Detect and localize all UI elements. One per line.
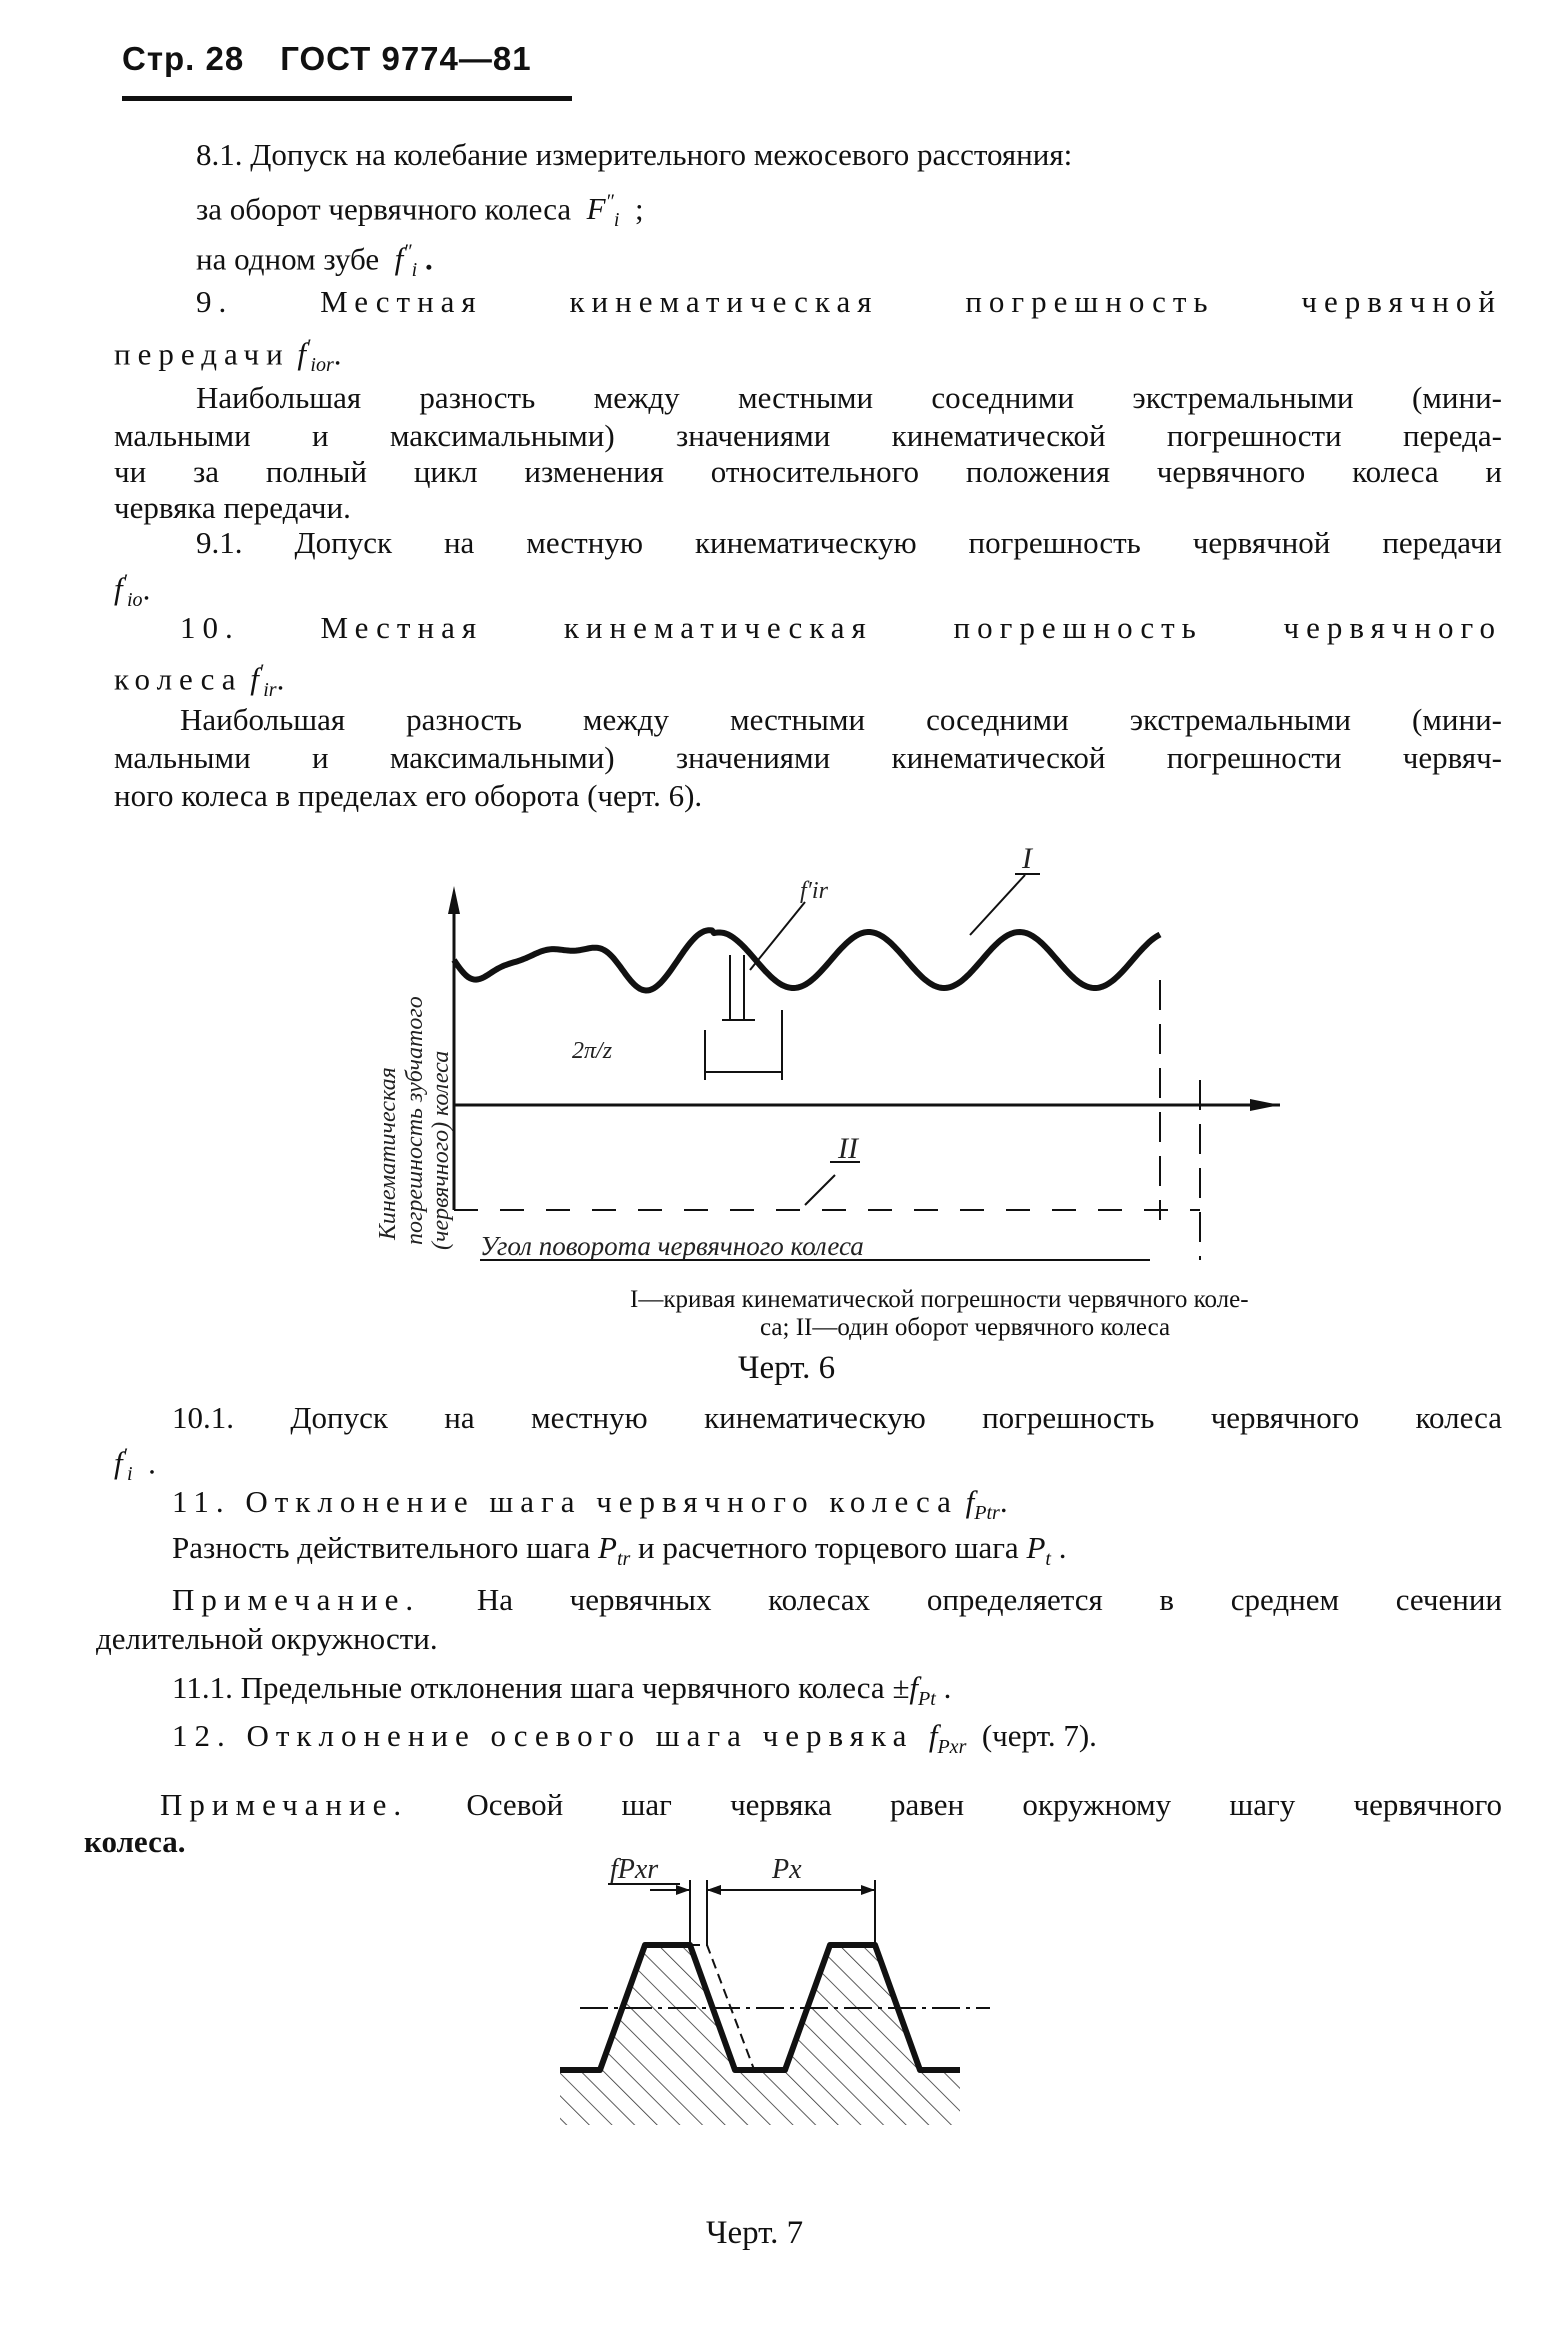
paragraph-9-body-4: червяка передачи.: [114, 490, 351, 525]
revolution-marker-leader: [805, 1175, 835, 1205]
y-axis-arrow: [448, 886, 460, 914]
page-header: [122, 40, 592, 78]
pitch-arrow-1: [707, 1885, 721, 1895]
page-number: Стр. 28: [122, 40, 245, 77]
paragraph-9-body-3: чи за полный цикл изменения относительного положения червячного колеса и: [114, 454, 1502, 489]
tooth-hatching: [560, 1920, 960, 2130]
paragraph-8-1: 8.1. Допуск на колебание измерительного межосевого расстояния:: [196, 137, 1073, 172]
paragraph-9-1: 9.1. Допуск на местную кинематическую погрешность червячной передачи: [196, 525, 1502, 560]
paragraph-11-body: Разность действительного шага $P_{tr}$ и расчетного торцевого шага $P_t$ .: [172, 1530, 1067, 1571]
curve-marker: I: [1022, 842, 1032, 875]
deviation-label: fPxr: [610, 1854, 659, 1885]
paragraph-10-body-1: Наибольшая разность между местными соседними экстремальными (мини-: [180, 702, 1502, 737]
y-axis-label-3: (червячного) колеса: [428, 1050, 454, 1250]
figure-6-caption-1: I—кривая кинематической погрешности червячного коле-: [630, 1286, 1249, 1313]
x-axis-arrow: [1250, 1099, 1280, 1111]
kinematic-error-curve: [454, 930, 1160, 990]
paragraph-8-1-b: на одном зубе $f''_i$ .: [196, 241, 433, 282]
paragraph-9-title: 9. Местная кинематическая погрешность червячной: [196, 284, 1502, 319]
standard-code: ГОСТ 9774—81: [280, 40, 532, 77]
curve-marker-leader: [970, 875, 1025, 935]
figure-7-diagram: [550, 1854, 1010, 2140]
paragraph-9-1-sym: $f'_{io}$.: [114, 571, 151, 612]
paragraph-12-title: 12. Отклонение осевого шага червяка $f_{Pxr}$ (черт. 7).: [172, 1718, 1097, 1759]
paragraph-10-body-2: мальными и максимальными) значениями кинематической погрешности червяч-: [114, 740, 1502, 775]
note-label: Примечание.: [160, 1787, 409, 1822]
figure-6-chart: [360, 840, 1280, 1280]
paragraph-10-body-3: ного колеса в пределах его оборота (черт. 6).: [114, 778, 703, 813]
amplitude-label: f′ir: [800, 878, 828, 904]
amplitude-leader: [750, 902, 805, 970]
paragraph-8-1-a: за оборот червячного колеса $F''_i$ ;: [196, 191, 644, 232]
paragraph-9-title-cont: передачи $f'_{ior}$.: [114, 336, 342, 377]
figure-6-title: Черт. 6: [738, 1350, 836, 1386]
figure-7-title: Черт. 7: [706, 2215, 804, 2251]
paragraph-10-1: 10.1. Допуск на местную кинематическую погрешность червячного колеса: [172, 1400, 1502, 1435]
paragraph-11-note-1: Примечание. На червячных колесах определяется в среднем сечении: [172, 1582, 1503, 1617]
pitch-arrow-2: [861, 1885, 875, 1895]
x-axis-label: Угол поворота червячного колеса: [480, 1231, 864, 1261]
y-axis-label-1: Кинематическая: [375, 1067, 401, 1240]
figure-6-caption-2: са; II—один оборот червячного колеса: [760, 1314, 1171, 1341]
period-label: 2π/z: [572, 1038, 613, 1064]
paragraph-12-note-1: Примечание. Осевой шаг червяка равен окружному шагу червячного: [160, 1787, 1503, 1822]
y-axis-label-2: погрешность зубчатого: [402, 996, 428, 1245]
paragraph-10-title-cont: колеса $f'_{ir}$.: [114, 661, 285, 702]
note-label: Примечание.: [172, 1582, 421, 1617]
paragraph-10-title: 10. Местная кинематическая погрешность червячного: [180, 610, 1502, 645]
paragraph-9-body-2: мальными и максимальными) значениями кинематической погрешности переда-: [114, 418, 1502, 453]
paragraph-10-1-sym: $f'_i$ .: [114, 1445, 156, 1486]
paragraph-11-title: 11. Отклонение шага червячного колеса $f_{Ptr}$.: [172, 1484, 1008, 1525]
pitch-label: Px: [772, 1854, 802, 1885]
header-rule: [122, 96, 572, 101]
revolution-marker: II: [838, 1132, 858, 1165]
paragraph-11-1: 11.1. Предельные отклонения шага червячного колеса $\pm f_{Pt}$ .: [172, 1670, 952, 1711]
deviation-arrow-1: [676, 1885, 690, 1895]
paragraph-11-note-2: делительной окружности.: [96, 1621, 438, 1656]
paragraph-12-note-2: колеса.: [84, 1824, 186, 1859]
paragraph-9-body-1: Наибольшая разность между местными соседними экстремальными (мини-: [196, 380, 1502, 415]
